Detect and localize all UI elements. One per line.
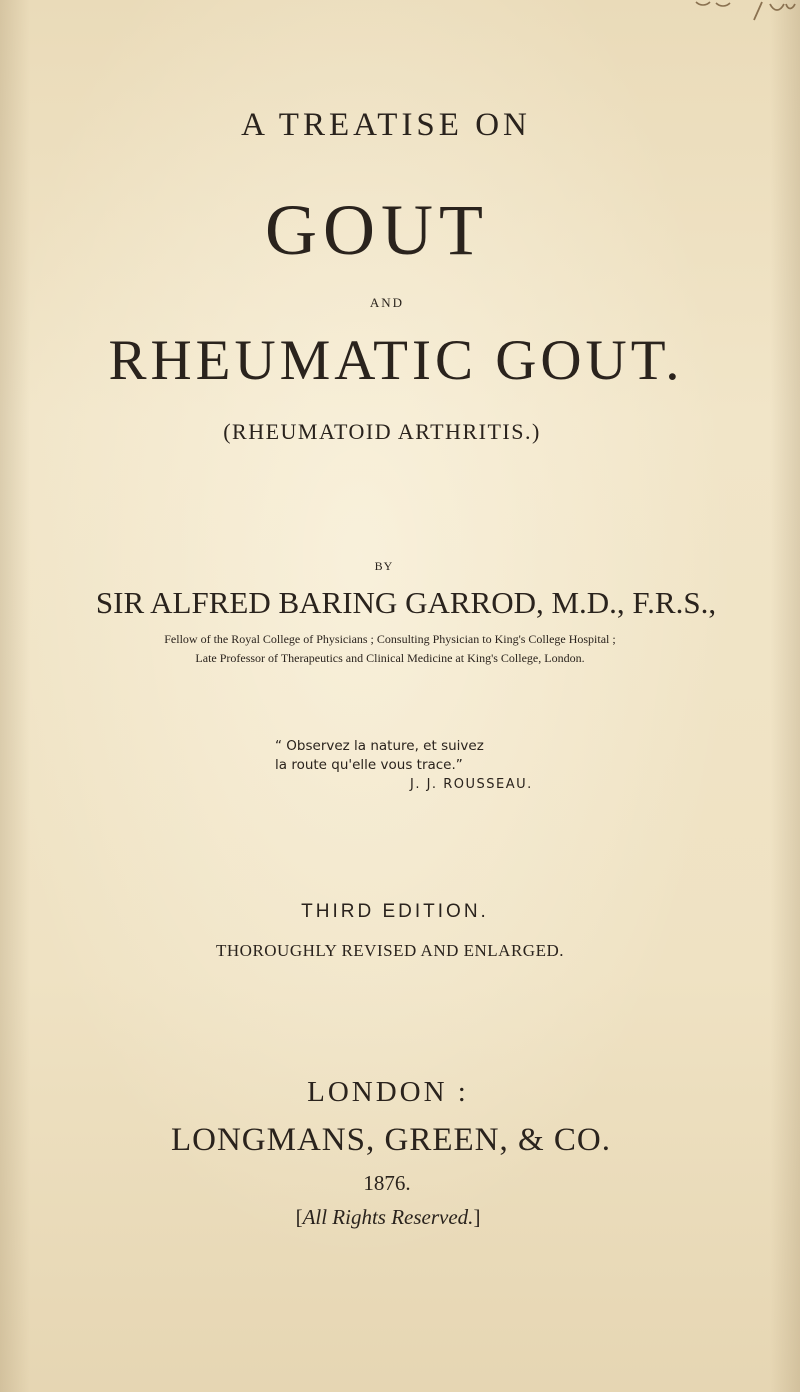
epigraph-line: la route qu'elle vous trace.” <box>275 757 463 773</box>
epigraph-line: “ Observez la nature, et suivez <box>275 738 484 754</box>
edition: THIRD EDITION. <box>301 901 489 922</box>
credentials-line: Late Professor of Therapeutics and Clinical Medicine at King's College, London. <box>195 651 585 665</box>
rights-text: All Rights Reserved. <box>302 1205 474 1229</box>
main-title: GOUT <box>265 190 489 270</box>
epigraph <box>275 737 535 775</box>
rights-open-bracket: [ <box>295 1205 303 1229</box>
rights-close-bracket: ] <box>473 1205 481 1229</box>
second-title: RHEUMATIC GOUT. <box>108 329 684 392</box>
author-name: SIR ALFRED BARING GARROD, M.D., F.R.S., <box>95 585 717 620</box>
rights-notice <box>0 1203 788 1231</box>
publisher: LONGMANS, GREEN, & CO. <box>170 1122 611 1158</box>
library-mark-icon <box>688 0 798 22</box>
treatise-heading: A TREATISE ON <box>241 107 531 143</box>
epigraph-attribution: J. J. ROUSSEAU. <box>410 777 533 792</box>
by-line: BY <box>374 559 394 573</box>
author-credentials <box>0 630 790 668</box>
publication-place: LONDON : <box>307 1076 469 1108</box>
publication-year: 1876. <box>363 1171 411 1195</box>
revision-note: THOROUGHLY REVISED AND ENLARGED. <box>216 941 564 960</box>
credentials-line: Fellow of the Royal College of Physicians ; Consulting Physician to King's College Hospital ; <box>164 632 616 646</box>
subtitle: (RHEUMATOID ARTHRITIS.) <box>223 419 541 444</box>
conjunction: AND <box>369 295 405 310</box>
